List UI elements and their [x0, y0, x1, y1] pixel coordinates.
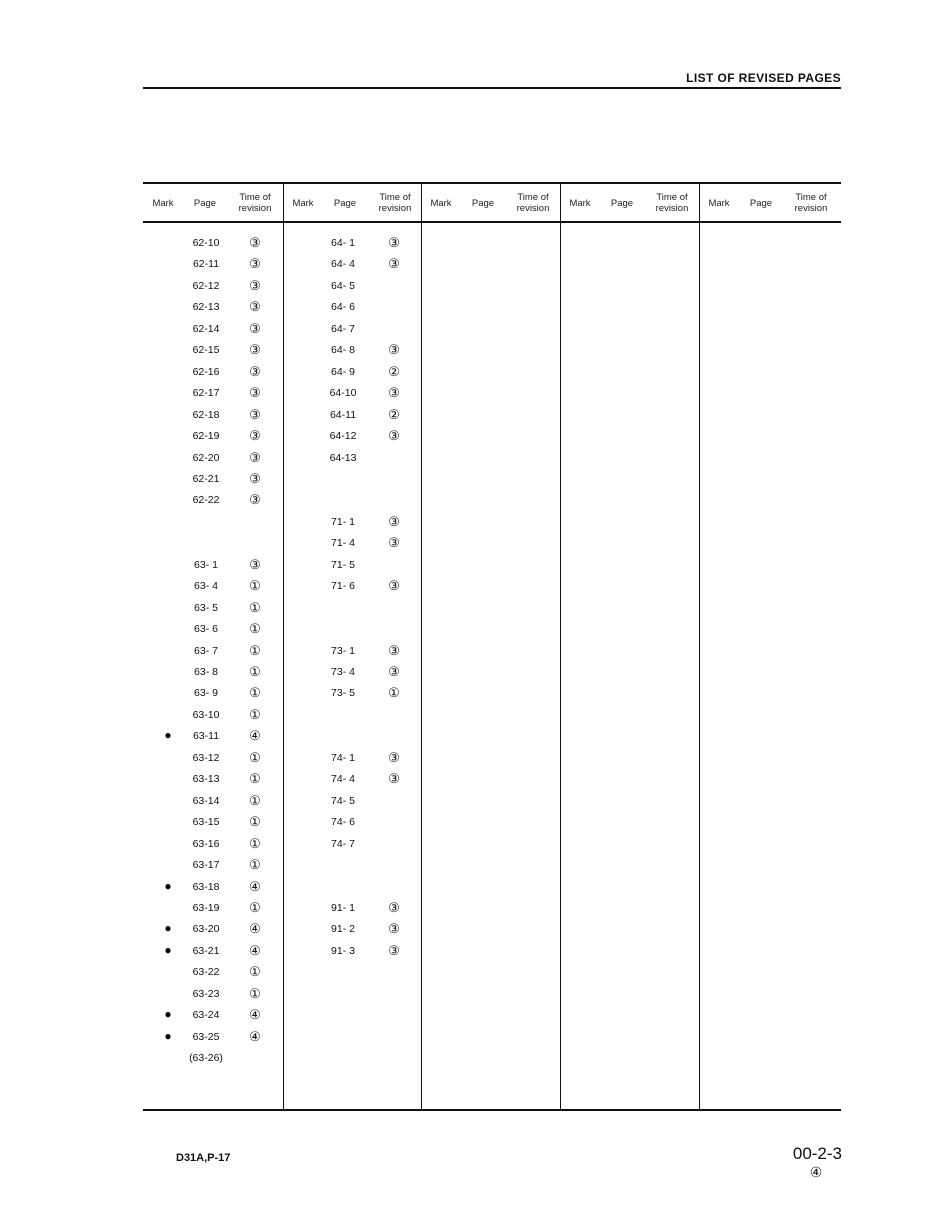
revision-number-cell: ③ [249, 321, 261, 336]
page-number-cell: 64- 5 [331, 280, 355, 292]
page-number-cell: 63-15 [192, 816, 220, 828]
revision-number-cell: ③ [388, 900, 400, 915]
page-number-cell: 73- 5 [331, 687, 355, 699]
page-number-cell: 91- 3 [331, 945, 355, 957]
table-header-rule [143, 221, 841, 223]
revision-number-cell: ③ [388, 256, 400, 271]
revision-number-cell: ① [249, 707, 261, 722]
revision-number-cell: ③ [249, 278, 261, 293]
page-number-cell: 62-18 [192, 409, 220, 421]
revision-mark-bullet: ● [164, 728, 172, 742]
revision-number-cell: ④ [249, 943, 261, 958]
page-number-cell: 91- 2 [331, 923, 355, 935]
page-number-cell: 64-10 [329, 387, 357, 399]
table-bottom-rule [143, 1109, 841, 1111]
page-number-cell: 63-12 [192, 752, 220, 764]
page-number-cell: 64-12 [329, 430, 357, 442]
page-number-cell: 62-17 [192, 387, 220, 399]
page-number-cell: 63-20 [192, 923, 220, 935]
page-number-cell: 63-11 [192, 730, 220, 742]
page-number-cell: 64-11 [329, 409, 357, 421]
revision-mark-bullet: ● [164, 1029, 172, 1043]
column-divider [560, 182, 561, 1111]
revision-number-cell: ③ [388, 342, 400, 357]
revision-number-cell: ③ [249, 342, 261, 357]
revision-number-cell: ① [249, 836, 261, 851]
revision-number-cell: ③ [388, 943, 400, 958]
revision-number-cell: ③ [388, 771, 400, 786]
revision-number-cell: ① [249, 964, 261, 979]
page-number-cell: 63- 8 [194, 666, 218, 678]
header-page: Page [471, 197, 495, 209]
page-number-cell: 63- 1 [194, 559, 218, 571]
page-number-cell: 71- 4 [331, 537, 355, 549]
page-number-cell: 74- 6 [331, 816, 355, 828]
page-number-cell: 63-24 [192, 1009, 220, 1021]
column-divider [421, 182, 422, 1111]
page-number-cell: 63-10 [192, 709, 220, 721]
header-time-of-revision: Time of revision [794, 192, 828, 214]
page-number-cell: 63-13 [192, 773, 220, 785]
page-number-cell: 73- 1 [331, 645, 355, 657]
revision-number-cell: ③ [388, 535, 400, 550]
revision-mark-bullet: ● [164, 1007, 172, 1021]
page-number-cell: 63-14 [192, 795, 220, 807]
revision-number-cell: ① [249, 600, 261, 615]
page-number-cell: 62-10 [192, 237, 220, 249]
revision-number-cell: ③ [249, 299, 261, 314]
revision-number-cell: ① [249, 793, 261, 808]
page-number-cell: (63-26) [189, 1052, 223, 1064]
page-number-cell: 63-18 [192, 881, 220, 893]
revision-number-cell: ① [249, 900, 261, 915]
revision-number-cell: ① [249, 621, 261, 636]
revision-mark-bullet: ● [164, 921, 172, 935]
revision-number-cell: ③ [249, 407, 261, 422]
page-number-cell: 63- 5 [194, 602, 218, 614]
page-number-cell: 71- 5 [331, 559, 355, 571]
revision-number-cell: ① [249, 664, 261, 679]
header-page: Page [610, 197, 634, 209]
revision-number-cell: ② [388, 364, 400, 379]
revision-number-cell: ③ [388, 643, 400, 658]
revision-number-cell: ① [249, 750, 261, 765]
page-number-cell: 64- 7 [331, 323, 355, 335]
page-number-cell: 62-22 [192, 494, 220, 506]
page-number-cell: 63- 6 [194, 623, 218, 635]
page-number-cell: 62-13 [192, 301, 220, 313]
revision-number-cell: ③ [388, 514, 400, 529]
header-time-of-revision: Time of revision [655, 192, 689, 214]
page-number-cell: 63-23 [192, 988, 220, 1000]
header-mark: Mark [708, 197, 730, 209]
header-time-of-revision: Time of revision [238, 192, 272, 214]
page-number-cell: 62-11 [192, 258, 220, 270]
revision-number-cell: ③ [249, 492, 261, 507]
header-time-of-revision: Time of revision [516, 192, 550, 214]
header-page: Page [193, 197, 217, 209]
page-number-cell: 62-16 [192, 366, 220, 378]
revision-number-cell: ③ [249, 385, 261, 400]
page-number-cell: 64- 6 [331, 301, 355, 313]
page-number-cell: 71- 1 [331, 516, 355, 528]
header-mark: Mark [292, 197, 314, 209]
revision-number-cell: ③ [249, 256, 261, 271]
page-number-cell: 64- 1 [331, 237, 355, 249]
page-number-cell: 64- 9 [331, 366, 355, 378]
page-number-cell: 63-25 [192, 1031, 220, 1043]
page-number-cell: 63-22 [192, 966, 220, 978]
header-rule [143, 87, 841, 89]
revision-number-cell: ② [388, 407, 400, 422]
revision-number-cell: ③ [249, 450, 261, 465]
page-number: 00-2-3 [792, 1144, 842, 1163]
column-divider [283, 182, 284, 1111]
column-divider [699, 182, 700, 1111]
revision-number-cell: ① [249, 986, 261, 1001]
page-number-cell: 63-21 [192, 945, 220, 957]
revision-number-cell: ③ [388, 578, 400, 593]
revision-number-cell: ③ [388, 664, 400, 679]
page-number-cell: 63-17 [192, 859, 220, 871]
revision-number-cell: ① [249, 814, 261, 829]
page-number-cell: 64-13 [329, 452, 357, 464]
header-time-of-revision: Time of revision [378, 192, 412, 214]
page-number-cell: 62-19 [192, 430, 220, 442]
revision-number-cell: ④ [249, 1029, 261, 1044]
page-number-cell: 74- 1 [331, 752, 355, 764]
revision-number-cell: ③ [388, 750, 400, 765]
revision-number-cell: ③ [249, 557, 261, 572]
header-mark: Mark [569, 197, 591, 209]
page-number-cell: 62-20 [192, 452, 220, 464]
page-number-cell: 62-12 [192, 280, 220, 292]
revision-number-cell: ③ [249, 235, 261, 250]
header-page: Page [333, 197, 357, 209]
page-number-cell: 63- 7 [194, 645, 218, 657]
page-number-cell: 62-15 [192, 344, 220, 356]
page-number-cell: 62-21 [192, 473, 220, 485]
page-number-cell: 74- 4 [331, 773, 355, 785]
revision-number-cell: ④ [249, 921, 261, 936]
revision-number-cell: ④ [249, 879, 261, 894]
model-code: D31A,P-17 [176, 1152, 231, 1164]
revision-mark-bullet: ● [164, 879, 172, 893]
revision-number-cell: ④ [249, 1007, 261, 1022]
revision-number-cell: ① [249, 857, 261, 872]
revision-number-cell: ③ [388, 428, 400, 443]
revision-number-cell: ③ [388, 235, 400, 250]
revision-number-cell: ① [388, 685, 400, 700]
revision-number-cell: ③ [249, 471, 261, 486]
revision-mark-bullet: ● [164, 943, 172, 957]
page-number-cell: 63- 9 [194, 687, 218, 699]
revision-number-cell: ① [249, 685, 261, 700]
page-title: LIST OF REVISED PAGES [686, 71, 841, 85]
page-number-cell: 71- 6 [331, 580, 355, 592]
header-page: Page [749, 197, 773, 209]
page-number-cell: 64- 8 [331, 344, 355, 356]
page-number-cell: 91- 1 [331, 902, 355, 914]
revision-number-cell: ① [249, 578, 261, 593]
table-top-rule [143, 182, 841, 184]
header-mark: Mark [430, 197, 452, 209]
revision-number-cell: ③ [388, 385, 400, 400]
revision-number-cell: ④ [249, 728, 261, 743]
page-number-cell: 74- 7 [331, 838, 355, 850]
header-mark: Mark [152, 197, 174, 209]
page-number-cell: 63-16 [192, 838, 220, 850]
page-number-cell: 74- 5 [331, 795, 355, 807]
page-number-cell: 73- 4 [331, 666, 355, 678]
page-number-cell: 63- 4 [194, 580, 218, 592]
revision-number-cell: ③ [249, 364, 261, 379]
page-number-cell: 63-19 [192, 902, 220, 914]
page-revision-mark: ④ [809, 1164, 823, 1180]
revision-number-cell: ① [249, 771, 261, 786]
page-number-cell: 62-14 [192, 323, 220, 335]
page-number-cell: 64- 4 [331, 258, 355, 270]
revision-number-cell: ③ [388, 921, 400, 936]
revision-number-cell: ① [249, 643, 261, 658]
revision-number-cell: ③ [249, 428, 261, 443]
